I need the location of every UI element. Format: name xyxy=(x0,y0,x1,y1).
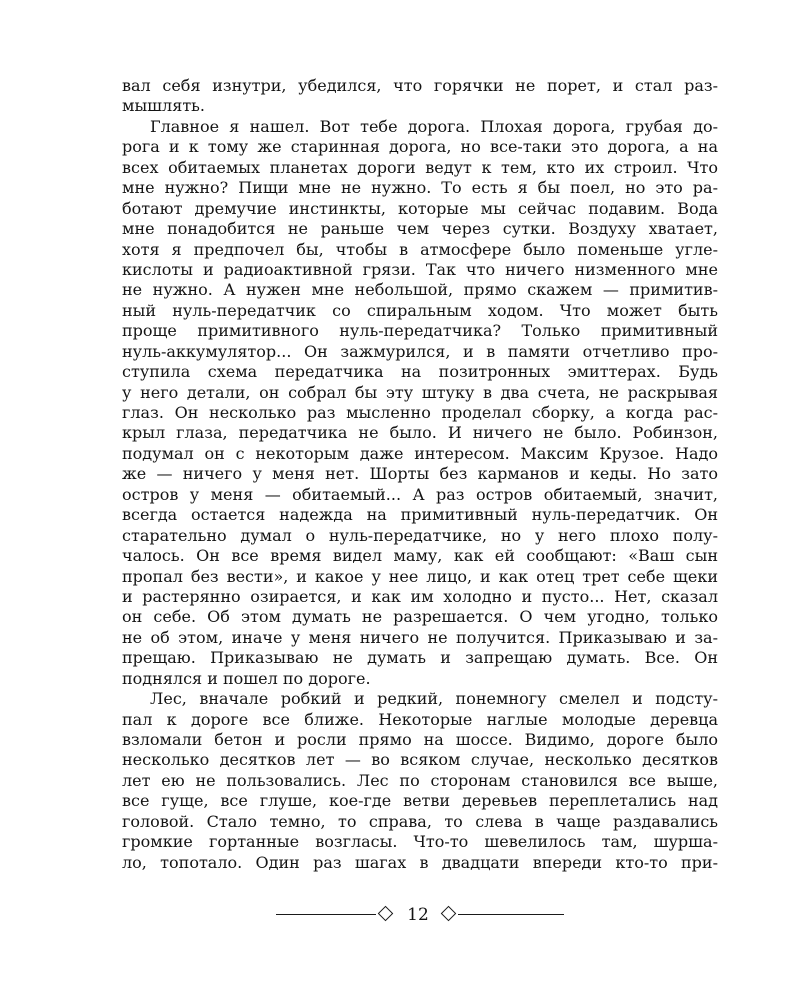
text-line: не об этом, иначе у меня ничего не получится. Приказываю и за- xyxy=(122,627,718,647)
text-line: пал к дороге все ближе. Некоторые наглые молодые деревца xyxy=(122,709,718,729)
page-number: 12 xyxy=(407,905,429,925)
text-line: проще примитивного нуль-передатчика? Только примитивный xyxy=(122,321,718,341)
text-line: чалось. Он все время видел маму, как ей сообщают: «Ваш сын xyxy=(122,546,718,566)
text-line: же — ничего у меня нет. Шорты без карманов и кеды. Но зато xyxy=(122,464,718,484)
text-line: взломали бетон и росли прямо на шоссе. Видимо, дороге было xyxy=(122,730,718,749)
text-line: хотя я предпочел бы, чтобы в атмосфере было поменьше угле- xyxy=(122,239,718,259)
text-line: Главное я нашел. Вот тебе дорога. Плохая дорога, грубая до- xyxy=(150,116,718,136)
text-line: лет ею не пользовались. Лес по сторонам становился все выше, xyxy=(122,770,718,790)
text-line: ный нуль-передатчик со спиральным ходом. Что может быть xyxy=(122,300,718,320)
text-line: подумал он с некоторым даже интересом. Максим Крузое. Надо xyxy=(122,443,718,463)
text-line: мышлять. xyxy=(122,96,205,116)
text-line: глаз. Он несколько раз мысленно проделал сборку, а когда рас- xyxy=(122,403,718,422)
text-line: и растерянно озирается, и как им холодно и пусто... Нет, сказал xyxy=(122,586,718,606)
text-line: нуль-аккумулятор... Он зажмурился, и в памяти отчетливо про- xyxy=(122,341,718,361)
diamond-ornament-icon xyxy=(378,906,394,922)
body-text xyxy=(122,76,718,873)
text-line: Лес, вначале робкий и редкий, понемногу смелел и подсту- xyxy=(150,689,718,709)
text-line: мне нужно? Пищи мне не нужно. То есть я бы поел, но это ра- xyxy=(122,178,718,198)
text-line: вал себя изнутри, убедился, что горячки не порет, и стал раз- xyxy=(122,76,718,95)
text-line: все гуще, все глуше, кое-где ветви деревьев переплетались над xyxy=(122,791,718,811)
text-line: всех обитаемых планетах дороги ведут к тем, кто их строил. Что xyxy=(122,157,718,177)
text-line: рога и к тому же старинная дорога, но все-таки это дорога, а на xyxy=(122,137,718,157)
text-line: ло, топотало. Один раз шагах в двадцати впереди кто-то при- xyxy=(122,852,718,872)
footer-rule-left xyxy=(276,914,376,915)
text-line: у него детали, он собрал бы эту штуку в два счета, не раскрывая xyxy=(122,382,718,402)
text-line: кислоты и радиоактивной грязи. Так что ничего низменного мне xyxy=(122,259,718,279)
text-line: прещаю. Приказываю не думать и запрещаю думать. Все. Он xyxy=(122,648,718,668)
text-line: ботают дремучие инстинкты, которые мы сейчас подавим. Вода xyxy=(122,198,718,218)
text-line: головой. Стало темно, то справа, то слева в чаще раздавались xyxy=(122,811,718,831)
text-line: не нужно. А нужен мне небольшой, прямо скажем — примитив- xyxy=(122,280,718,300)
text-line: ступила схема передатчика на позитронных эмиттерах. Будь xyxy=(122,362,718,382)
footer-rule-right xyxy=(458,914,564,915)
text-line: громкие гортанные возгласы. Что-то шевелилось там, шурша- xyxy=(122,832,718,852)
diamond-ornament-icon xyxy=(441,906,457,922)
text-line: всегда остается надежда на примитивный нуль-передатчик. Он xyxy=(122,505,718,525)
text-line: поднялся и пошел по дороге. xyxy=(122,668,371,688)
page-footer xyxy=(0,903,800,927)
text-line: старательно думал о нуль-передатчике, но у него плохо полу- xyxy=(122,525,718,545)
text-line: пропал без вести», и какое у нее лицо, и как отец трет себе щеки xyxy=(122,566,718,586)
text-line: остров у меня — обитаемый... А раз остров обитаемый, значит, xyxy=(122,484,718,504)
text-line: мне понадобится не раньше чем через сутки. Воздуху хватает, xyxy=(122,219,718,239)
text-line: несколько десятков лет — во всяком случае, несколько десятков xyxy=(122,750,718,770)
text-line: крыл глаза, передатчика не было. И ничего не было. Робинзон, xyxy=(122,423,718,443)
text-line: он себе. Об этом думать не разрешается. О чем угодно, только xyxy=(122,607,718,627)
